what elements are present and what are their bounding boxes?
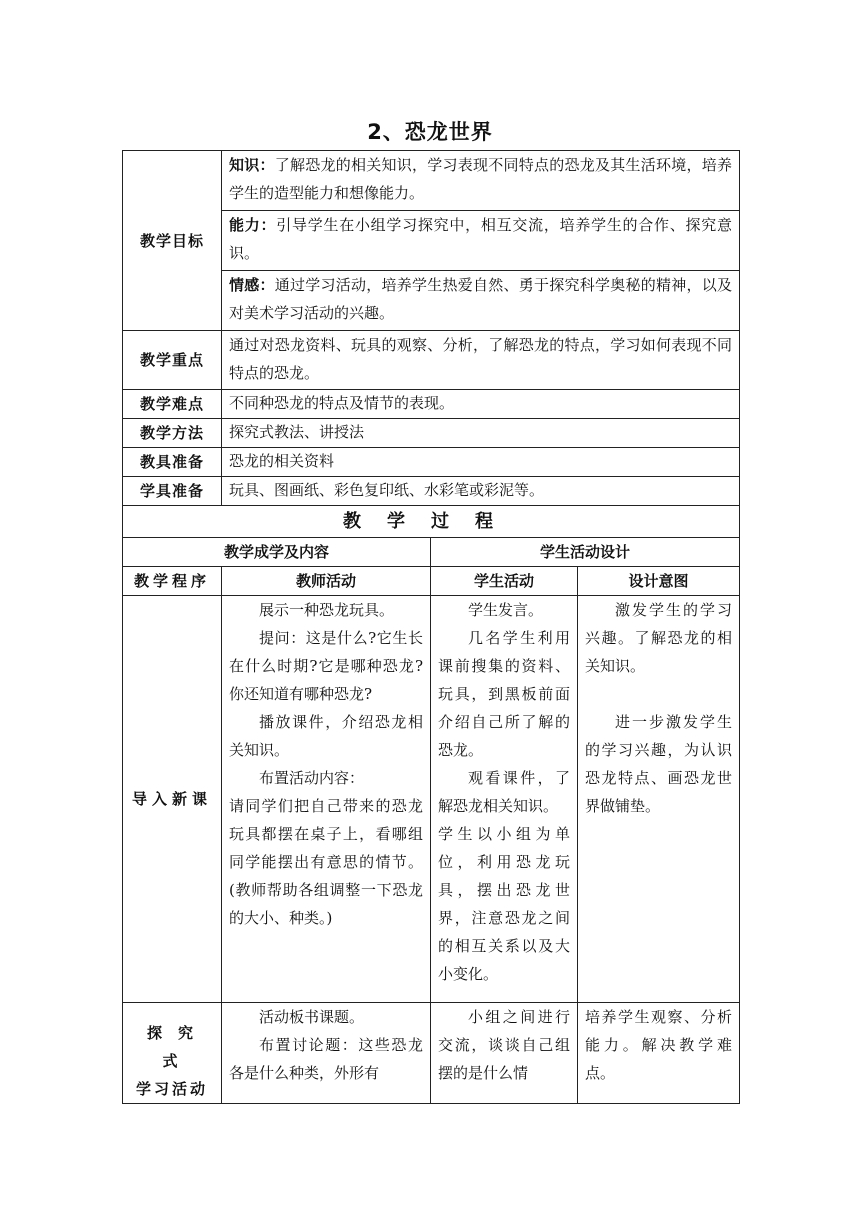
process-group-row (123, 538, 740, 567)
student-activity-inquiry (431, 1003, 578, 1104)
student-materials-row (123, 477, 740, 506)
intent-intro-p2: 进一步激发学生的学习兴趣，为认识恐龙特点、画恐龙世界做铺垫。 (585, 713, 733, 815)
methods-text: 探究式教法、讲授法 (222, 419, 740, 448)
difficulties-text: 不同种恐龙的特点及情节的表现。 (222, 390, 740, 419)
stage-inquiry-line2: 学习活动 (135, 1080, 208, 1098)
teacher-materials-text: 恐龙的相关资料 (222, 448, 740, 477)
design-intent-intro (578, 596, 740, 1003)
objective-knowledge-row (123, 151, 740, 211)
page-title: 2、恐龙世界 (367, 120, 493, 144)
teacher-materials-row (123, 448, 740, 477)
design-intent-inquiry (578, 1003, 740, 1104)
objective-knowledge-text: 了解恐龙的相关知识，学习表现不同特点的恐龙及其生活环境，培养学生的造型能力和想像能力。 (229, 156, 733, 202)
key-points-row (123, 331, 740, 390)
student-inquiry-p1: 小组之间进行交流，谈谈自己组摆的是什么情 (438, 1008, 570, 1082)
student-intro-p4: 学生以小组为单位，利用恐龙玩具，摆出恐龙世界，注意恐龙之间的相互关系以及大小变化。 (438, 825, 570, 983)
process-row-inquiry (123, 1003, 740, 1104)
process-row-intro (123, 596, 740, 1003)
objective-ability (222, 211, 740, 271)
col-stage-header: 教学程序 (123, 567, 222, 596)
methods-row (123, 419, 740, 448)
objective-emotion (222, 271, 740, 331)
process-column-row (123, 567, 740, 596)
objective-knowledge-tag: 知识： (229, 156, 275, 174)
objective-knowledge (222, 151, 740, 211)
teacher-activity-inquiry (222, 1003, 431, 1104)
col-teacher-header: 教师活动 (222, 567, 431, 596)
teacher-materials-label: 教具准备 (123, 448, 222, 477)
process-heading-row (123, 506, 740, 538)
student-intro-p3: 观看课件，了解恐龙相关知识。 (438, 769, 570, 815)
methods-label: 教学方法 (123, 419, 222, 448)
teacher-intro-p5: 请同学们把自己带来的恐龙玩具都摆在桌子上，看哪组同学能摆出有意思的情节。(教师帮助各组调整一下恐龙的大小、种类。) (229, 797, 423, 927)
key-points-label: 教学重点 (123, 331, 222, 390)
teacher-inquiry-p1: 活动板书课题。 (259, 1008, 365, 1026)
col-intent-header: 设计意图 (578, 567, 740, 596)
objective-emotion-tag: 情感： (229, 276, 275, 294)
teacher-intro-p2: 提问：这是什么?它生长在什么时期?它是哪种恐龙?你还知道有哪种恐龙? (229, 629, 423, 703)
stage-inquiry (123, 1003, 222, 1104)
teacher-intro-p3: 播放课件，介绍恐龙相关知识。 (229, 713, 423, 759)
objective-emotion-text: 通过学习活动，培养学生热爱自然、勇于探究科学奥秘的精神，以及对美术学习活动的兴趣。 (229, 276, 733, 322)
group-right-header: 学生活动设计 (431, 538, 740, 567)
objectives-label: 教学目标 (123, 151, 222, 331)
stage-inquiry-line1: 探究式 (146, 1024, 209, 1070)
col-student-header: 学生活动 (431, 567, 578, 596)
stage-intro: 导入新课 (123, 596, 222, 1003)
student-materials-text: 玩具、图画纸、彩色复印纸、水彩笔或彩泥等。 (222, 477, 740, 506)
difficulties-label: 教学难点 (123, 390, 222, 419)
intent-intro-p1: 激发学生的学习兴趣。了解恐龙的相关知识。 (585, 601, 733, 675)
student-intro-p2: 几名学生利用课前搜集的资料、玩具，到黑板前面介绍自己所了解的恐龙。 (438, 629, 570, 759)
group-left-header: 教学成学及内容 (123, 538, 431, 567)
key-points-text: 通过对恐龙资料、玩具的观察、分析，了解恐龙的特点，学习如何表现不同特点的恐龙。 (222, 331, 740, 390)
teacher-activity-intro (222, 596, 431, 1003)
objective-ability-tag: 能力： (229, 216, 277, 234)
teacher-inquiry-p2: 布置讨论题：这些恐龙各是什么种类，外形有 (229, 1036, 423, 1082)
intent-inquiry-p1: 培养学生观察、分析能力。解决教学难点。 (585, 1008, 733, 1082)
lesson-plan-table (122, 150, 740, 1104)
teacher-intro-p4: 布置活动内容： (259, 769, 365, 787)
student-intro-p1: 学生发言。 (468, 601, 544, 619)
objective-ability-text: 引导学生在小组学习探究中，相互交流，培养学生的合作、探究意识。 (229, 216, 733, 262)
student-activity-intro (431, 596, 578, 1003)
student-materials-label: 学具准备 (123, 477, 222, 506)
teacher-intro-p1: 展示一种恐龙玩具。 (259, 601, 395, 619)
difficulties-row (123, 390, 740, 419)
process-heading: 教学过程 (123, 506, 740, 538)
